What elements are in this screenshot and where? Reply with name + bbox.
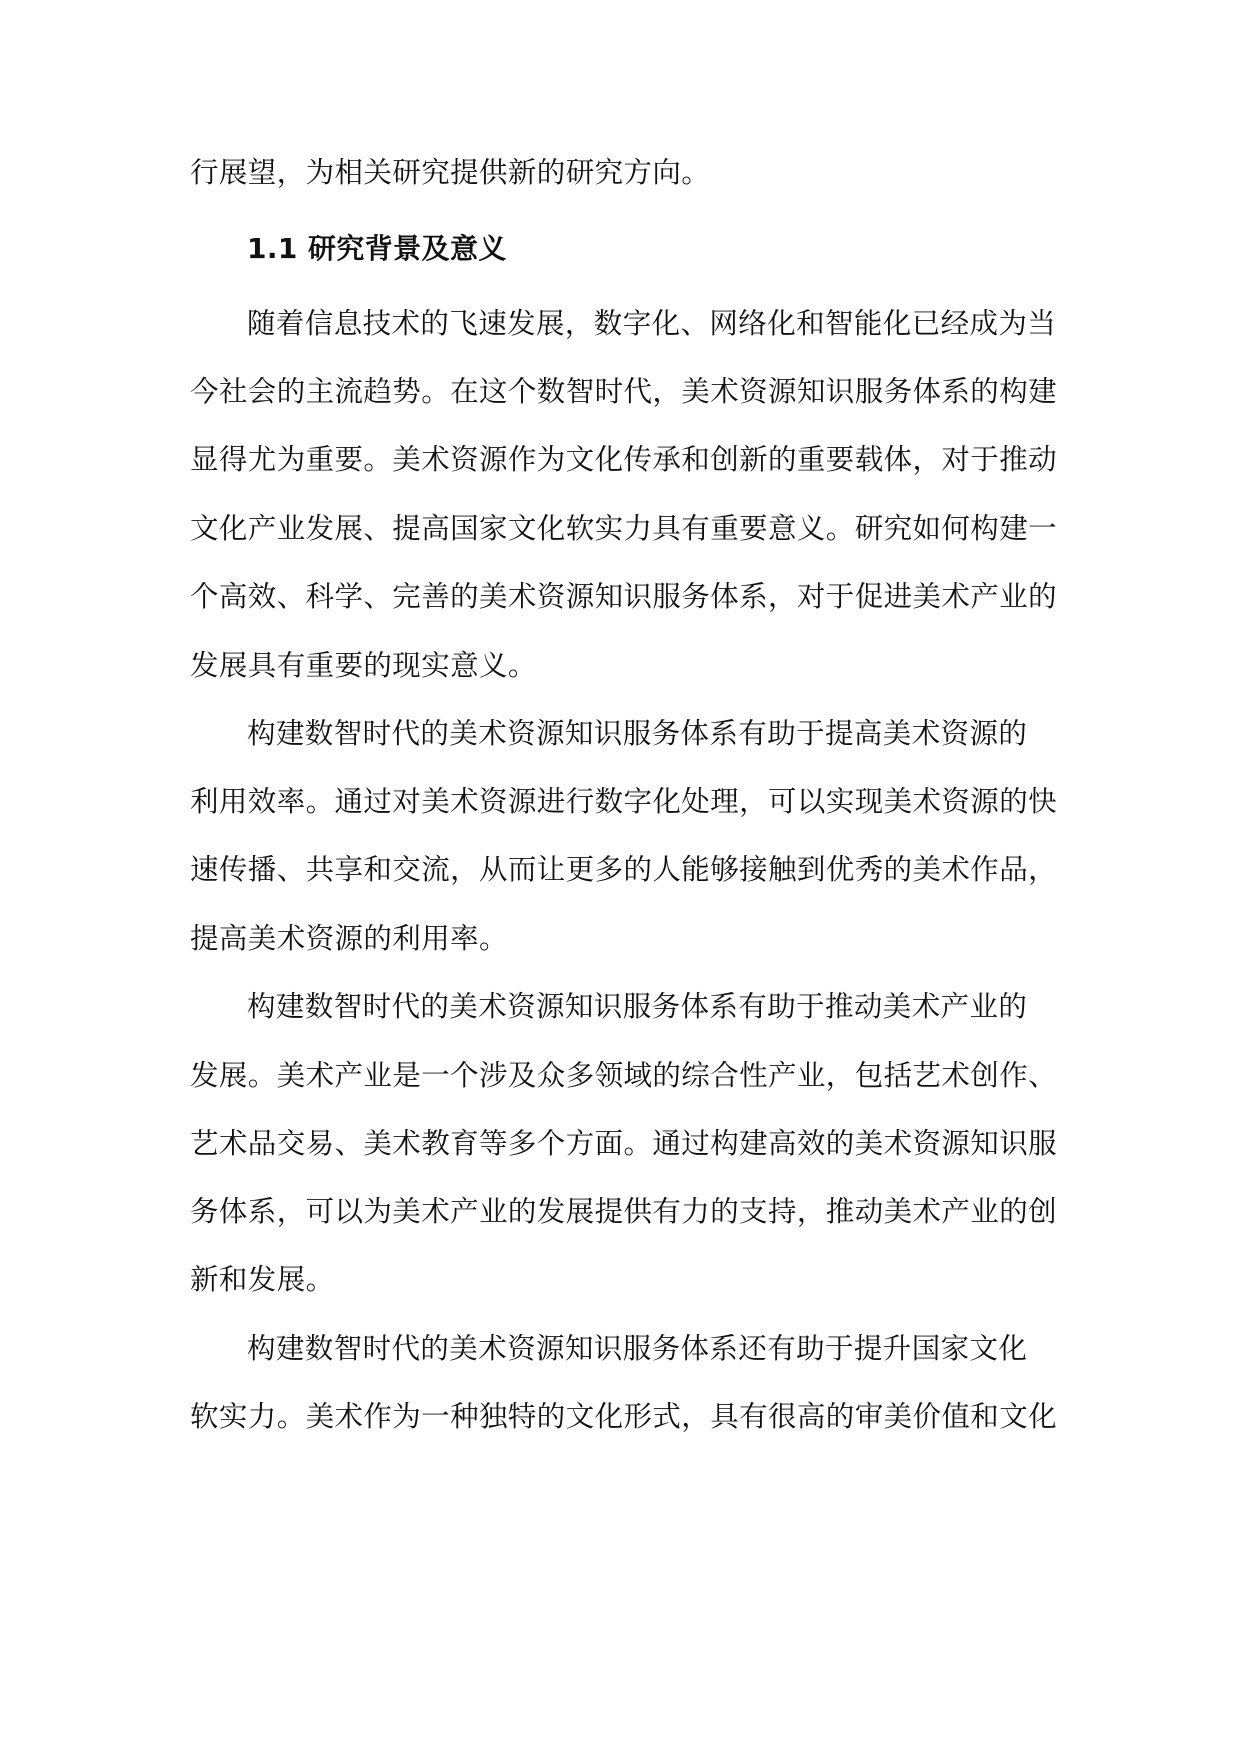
- paragraph-line: 发展具有重要的现实意义。: [190, 649, 537, 682]
- paragraph-line: 发展。美术产业是一个涉及众多领域的综合性产业，包括艺术创作、: [190, 1059, 1058, 1092]
- paragraph-line: 速传播、共享和交流，从而让更多的人能够接触到优秀的美术作品，: [190, 853, 1058, 886]
- section-heading: 1.1 研究背景及意义: [247, 232, 507, 265]
- paragraph-line: 提高美术资源的利用率。: [190, 922, 508, 955]
- paragraph-line: 显得尤为重要。美术资源作为文化传承和创新的重要载体，对于推动: [190, 443, 1058, 476]
- paragraph-line: 利用效率。通过对美术资源进行数字化处理，可以实现美术资源的快: [190, 785, 1058, 818]
- paragraph-line: 新和发展。: [190, 1263, 335, 1296]
- paragraph-line: 构建数智时代的美术资源知识服务体系还有助于提升国家文化: [247, 1332, 1028, 1365]
- paragraph-line: 务体系，可以为美术产业的发展提供有力的支持，推动美术产业的创: [190, 1195, 1058, 1228]
- paragraph-line: 文化产业发展、提高国家文化软实力具有重要意义。研究如何构建一: [190, 512, 1058, 545]
- paragraph-line: 今社会的主流趋势。在这个数智时代，美术资源知识服务体系的构建: [190, 375, 1058, 408]
- paragraph-line: 构建数智时代的美术资源知识服务体系有助于推动美术产业的: [247, 990, 1028, 1023]
- paragraph-line: 行展望，为相关研究提供新的研究方向。: [190, 156, 711, 189]
- paragraph-line: 艺术品交易、美术教育等多个方面。通过构建高效的美术资源知识服: [190, 1127, 1058, 1160]
- paragraph-line: 随着信息技术的飞速发展，数字化、网络化和智能化已经成为当: [247, 307, 1057, 340]
- paragraph-line: 构建数智时代的美术资源知识服务体系有助于提高美术资源的: [247, 717, 1028, 750]
- paragraph-line: 个高效、科学、完善的美术资源知识服务体系，对于促进美术产业的: [190, 580, 1058, 613]
- paragraph-line: 软实力。美术作为一种独特的文化形式，具有很高的审美价值和文化: [190, 1400, 1058, 1433]
